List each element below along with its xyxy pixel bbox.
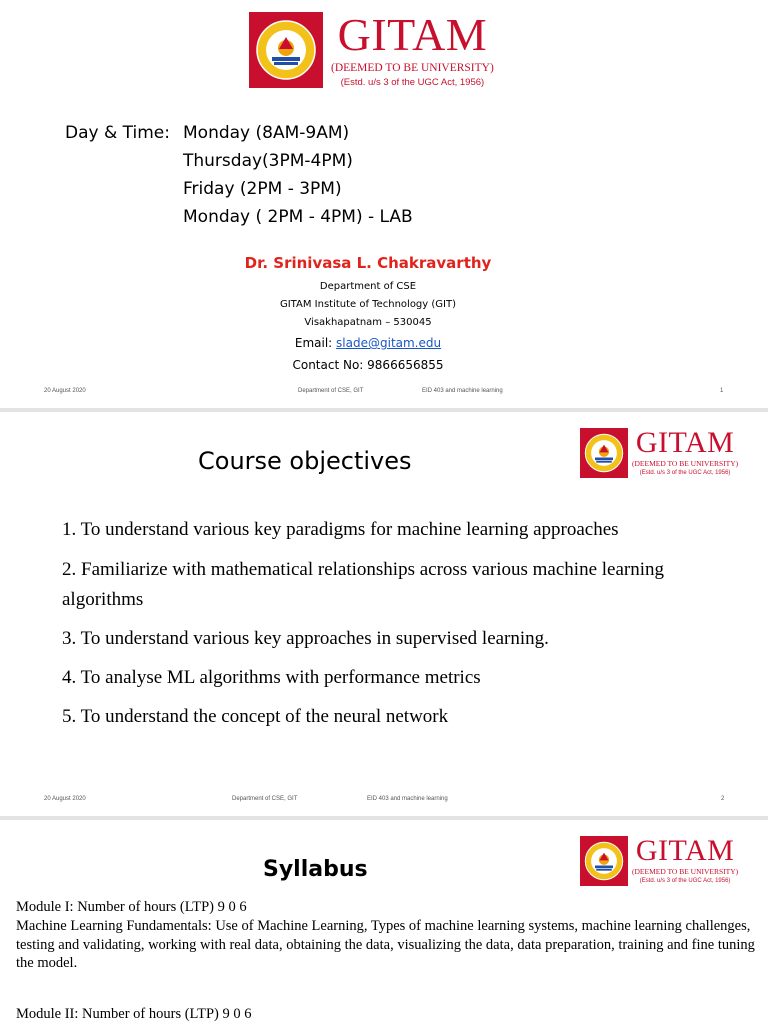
footer-date: 20 August 2020 — [44, 388, 86, 394]
day-time-label: Day & Time: — [65, 123, 170, 143]
objective-item: 1. To understand various key paradigms for machine learning approaches — [62, 519, 619, 540]
objective-item: 4. To analyse ML algorithms with performance metrics — [62, 667, 481, 688]
email-line — [0, 336, 736, 350]
logo-name: GITAM — [337, 9, 488, 60]
slide-title: Course objectives — [198, 447, 412, 475]
logo-subtitle: (DEEMED TO BE UNIVERSITY) — [632, 867, 739, 876]
gitam-emblem-icon — [580, 428, 628, 478]
city: Visakhapatnam – 530045 — [304, 317, 432, 328]
gitam-emblem-icon — [249, 12, 323, 88]
footer-page: 2 — [721, 796, 725, 802]
institute: GITAM Institute of Technology (GIT) — [279, 299, 456, 310]
module-heading: Module I: Number of hours (LTP) 9 0 6 — [16, 899, 247, 915]
slide-1 — [0, 0, 768, 408]
gitam-logo — [580, 836, 738, 886]
department: Department of CSE — [319, 281, 417, 292]
logo-name: GITAM — [635, 834, 735, 867]
footer-course: EID 403 and machine learning — [422, 388, 503, 394]
logo-established: (Estd. u/s 3 of the UGC Act, 1956) — [340, 76, 485, 88]
email-link[interactable]: slade@gitam.edu — [336, 336, 442, 350]
gitam-emblem-icon — [580, 836, 628, 886]
slide-3 — [0, 820, 768, 1024]
logo-established: (Estd. u/s 3 of the UGC Act, 1956) — [639, 878, 731, 885]
logo-subtitle: (DEEMED TO BE UNIVERSITY) — [331, 62, 494, 74]
objective-item: 2. Familiarize with mathematical relationships across various machine learning algorithms — [62, 559, 665, 610]
slide-title: Syllabus — [263, 857, 368, 882]
footer-dept: Department of CSE, GIT — [232, 796, 298, 802]
email-label: Email: — [294, 336, 337, 350]
contact-number: Contact No: 9866656855 — [292, 358, 444, 372]
professor-name: Dr. Srinivasa L. Chakravarthy — [244, 254, 492, 272]
footer-course: EID 403 and machine learning — [367, 796, 448, 802]
schedule-item: Friday (2PM - 3PM) — [183, 179, 342, 199]
gitam-logo — [249, 9, 494, 88]
logo-established: (Estd. u/s 3 of the UGC Act, 1956) — [639, 470, 731, 477]
logo-subtitle: (DEEMED TO BE UNIVERSITY) — [632, 459, 739, 468]
schedule-item: Monday ( 2PM - 4PM) - LAB — [183, 207, 413, 227]
footer-date: 20 August 2020 — [44, 796, 86, 802]
slide-2 — [0, 412, 768, 816]
logo-name: GITAM — [635, 426, 735, 459]
footer-dept: Department of CSE, GIT — [298, 388, 364, 394]
module-heading: Module II: Number of hours (LTP) 9 0 6 — [16, 1006, 252, 1022]
objective-item: 3. To understand various key approaches in supervised learning. — [62, 628, 549, 649]
gitam-logo — [580, 428, 738, 478]
footer-page: 1 — [720, 388, 724, 394]
module-body: Machine Learning Fundamentals: Use of Machine Learning, Types of machine learning systems, machine learning challenges, testing and validating, working with real data, obtaining the data, visualizing the data, data preparation, training and fine tuning the model. — [16, 918, 755, 971]
schedule-item: Monday (8AM-9AM) — [183, 123, 350, 143]
objective-item: 5. To understand the concept of the neural network — [62, 706, 449, 727]
schedule-item: Thursday(3PM-4PM) — [183, 151, 353, 171]
